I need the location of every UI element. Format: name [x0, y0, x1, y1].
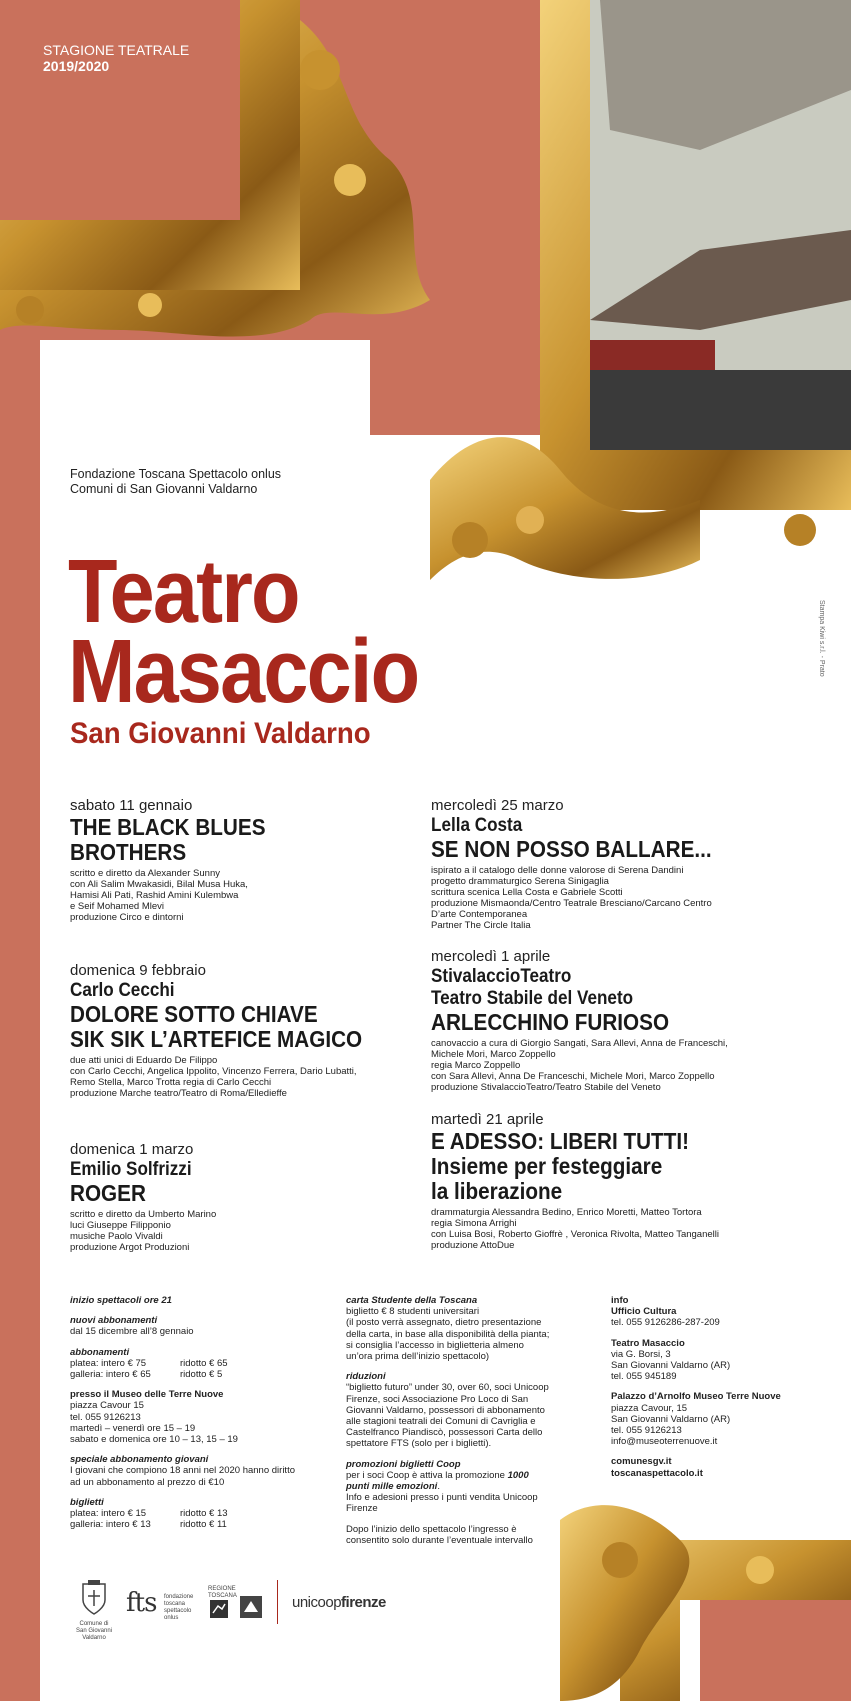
organizer-line: Comuni di San Giovanni Valdarno [70, 482, 258, 496]
card-heading: carta Studente della Toscana [346, 1295, 478, 1306]
event-show-line: DOLORE SOTTO CHIAVE [70, 1001, 318, 1027]
event-show-line: SIK SIK L’ARTEFICE MAGICO [70, 1026, 363, 1052]
coop-line: punti mille emozioni. [346, 1481, 440, 1493]
credit-line: scritto e diretto da Alexander Sunny [70, 868, 220, 879]
comune-crest-icon [79, 1580, 109, 1616]
card-line: si consiglia l’accesso in biglietteria almeno [346, 1339, 524, 1351]
young-subscription [70, 1454, 340, 1488]
credit-line: Remo Stella, Marco Trotta regia di Carlo Cecchi [70, 1077, 272, 1088]
card-line: un’ora prima dell’inizio spettacolo) [346, 1351, 490, 1363]
credit-line: con Sara Allevi, Anna De Franceschi, Michele Mori, Marco Zoppello [431, 1071, 715, 1082]
fts-mark: fts [126, 1588, 157, 1618]
reductions-line: Firenze, soci Associazione Pro Loco di San [346, 1393, 529, 1405]
palazzo-line: San Giovanni Valdarno (AR) [611, 1413, 731, 1425]
event-left-3 [70, 1141, 400, 1253]
coop-line: Firenze [346, 1503, 378, 1515]
unicoop-b: firenze [341, 1594, 386, 1611]
tickets [70, 1497, 340, 1531]
teatro-line: San Giovanni Valdarno (AR) [611, 1360, 731, 1372]
credit-line: regia Simona Arrighi [431, 1218, 517, 1229]
subs-price: galleria: intero € 65 [70, 1369, 151, 1381]
event-date: domenica 9 febbraio [70, 962, 206, 979]
subs-heading: abbonamenti [70, 1346, 130, 1358]
credit-line: produzione AttoDue [431, 1240, 515, 1251]
frame-rosette-4 [300, 50, 340, 90]
printer-credit: Stampa Kiwi s.r.l. - Prato [818, 600, 825, 677]
event-date: mercoledì 1 aprile [431, 948, 551, 965]
event-credits [431, 1038, 831, 1093]
event-show-line: E ADESSO: LIBERI TUTTI! [431, 1128, 689, 1154]
credit-line: con Luisa Bosi, Roberto Gioffrè , Veronica Rivolta, Matteo Tanganelli [431, 1229, 719, 1240]
museum-heading: presso il Museo delle Terre Nuove [70, 1389, 224, 1401]
partner-badge-icon [240, 1596, 262, 1618]
coop-line: Info e adesioni presso i punti vendita Unicoop [346, 1492, 538, 1504]
fts-line: spettacolo [164, 1608, 192, 1614]
reductions-line: Castelfranco Piandiscò, possessori Carta dello [346, 1427, 543, 1439]
new-subs-text: dal 15 dicembre all’8 gennaio [70, 1326, 194, 1338]
event-right-2 [431, 948, 831, 1093]
new-subs-heading: nuovi abbonamenti [70, 1315, 158, 1327]
event-show-line: ROGER [70, 1180, 146, 1206]
card-line: biglietto € 8 studenti universitari [346, 1306, 480, 1318]
contact-teatro [611, 1338, 841, 1383]
reductions-heading: riduzioni [346, 1371, 386, 1383]
season-header [43, 42, 189, 74]
reductions-line: spettatore FTS (solo per i biglietti). [346, 1438, 492, 1450]
palazzo-email[interactable]: info@museoterrenuove.it [611, 1436, 718, 1448]
info-column-3 [611, 1295, 841, 1488]
event-date: martedì 21 aprile [431, 1111, 544, 1128]
frame-rosette-9 [746, 1556, 774, 1584]
event-credits [70, 1055, 420, 1099]
office-tel: tel. 055 9126286-287-209 [611, 1317, 720, 1329]
credit-line: luci Giuseppe Filipponio [70, 1220, 171, 1231]
tickets-heading: biglietti [70, 1496, 104, 1508]
reductions-line: alle stagioni teatrali dei Comuni di Cavriglia e [346, 1416, 536, 1428]
credit-line: due atti unici di Eduardo De Filippo [70, 1055, 218, 1066]
late-entry-note [346, 1524, 596, 1546]
website-link[interactable]: toscanaspettacolo.it [611, 1467, 703, 1479]
teatro-heading: Teatro Masaccio [611, 1337, 685, 1349]
contact-office [611, 1295, 841, 1329]
tickets-row [70, 1519, 340, 1530]
comune-text [72, 1621, 116, 1642]
page-subtitle: San Giovanni Valdarno [70, 717, 371, 750]
event-date: sabato 11 gennaio [70, 797, 193, 814]
office-heading: Ufficio Cultura [611, 1306, 677, 1318]
teatro-line: tel. 055 945189 [611, 1371, 677, 1383]
regione-line: TOSCANA [208, 1593, 237, 1599]
museum-line: martedì – venerdì ore 15 – 19 [70, 1422, 196, 1434]
credit-line: scrittura scenica Lella Costa e Gabriele Scotti [431, 887, 623, 898]
fts-text [164, 1594, 193, 1622]
coop-emphasis: punti mille emozioni [346, 1481, 438, 1493]
young-line: I giovani che compiono 18 anni nel 2020 hanno diritto [70, 1465, 295, 1477]
frame-rosette-6 [16, 296, 44, 324]
credit-line: drammaturgia Alessandra Bedino, Enrico Moretti, Matteo Tortora [431, 1207, 702, 1218]
event-left-2 [70, 962, 420, 1099]
title-line-1: Teatro [68, 542, 299, 642]
ticket-price: platea: intero € 15 [70, 1508, 147, 1520]
info-heading: info [611, 1295, 629, 1306]
card-line: della carta, in base alla disponibilità della pianta; [346, 1328, 550, 1340]
info-column-2 [346, 1295, 596, 1555]
event-date: mercoledì 25 marzo [431, 797, 564, 814]
credit-line: Michele Mori, Marco Zoppello [431, 1049, 556, 1060]
credit-line: produzione Circo e dintorni [70, 912, 184, 923]
credit-line: progetto drammaturgico Serena Sinigaglia [431, 876, 609, 887]
credit-line: Hamisi Ali Pati, Rashid Amini Kulembwa [70, 890, 239, 901]
museum-line: piazza Cavour 15 [70, 1400, 144, 1412]
season-label: STAGIONE TEATRALE [43, 42, 190, 58]
event-artist: Carlo Cecchi [70, 980, 175, 1001]
page-title [68, 542, 419, 722]
credit-line: Partner The Circle Italia [431, 920, 531, 931]
coop-text: per i soci Coop è attiva la promozione [346, 1469, 505, 1481]
late-entry-line: consentito solo durante l’eventuale intervallo [346, 1534, 533, 1546]
ticket-reduced: ridotto € 13 [180, 1508, 228, 1520]
ticket-price: galleria: intero € 13 [70, 1519, 151, 1531]
coop-heading: promozioni biglietti Coop [346, 1458, 461, 1470]
event-left-1 [70, 797, 400, 923]
logo-divider [277, 1580, 278, 1624]
event-credits [70, 1209, 400, 1253]
subs-row [70, 1358, 340, 1369]
student-card [346, 1295, 596, 1362]
event-show-line: BROTHERS [70, 839, 187, 865]
credit-line: produzione Argot Produzioni [70, 1242, 190, 1253]
info-column-1 [70, 1295, 340, 1539]
credit-line: con Carlo Cecchi, Angelica Ippolito, Vincenzo Ferrera, Dario Lubatti, [70, 1066, 357, 1077]
credit-line: produzione Mismaonda/Centro Teatrale Bresciano/Carcano Centro [431, 898, 712, 909]
event-date: domenica 1 marzo [70, 1141, 194, 1158]
frame-rosette-8 [602, 1542, 638, 1578]
title-line-2: Masaccio [68, 622, 419, 722]
credit-line: con Ali Salim Mwakasidi, Bilal Musa Huka, [70, 879, 248, 890]
young-line: ad un abbonamento al prezzo di €10 [70, 1476, 225, 1488]
palazzo-line: tel. 055 9126213 [611, 1425, 682, 1437]
coop-line [346, 1470, 596, 1481]
event-artist: Teatro Stabile del Veneto [431, 988, 634, 1009]
logos-row [72, 1580, 412, 1640]
comune-line: Comune di [79, 1621, 109, 1627]
event-credits [431, 865, 831, 931]
palazzo-heading: Palazzo d’Arnolfo Museo Terre Nuove [611, 1391, 781, 1403]
organizer-line: Fondazione Toscana Spettacolo onlus [70, 467, 282, 481]
subs-price: platea: intero € 75 [70, 1357, 147, 1369]
museum-line: tel. 055 9126213 [70, 1411, 141, 1423]
reductions-line: Giovanni Valdarno, possessori di abbonamento [346, 1404, 545, 1416]
museum-line: sabato e domenica ore 10 – 13, 15 – 19 [70, 1434, 238, 1446]
contact-palazzo [611, 1391, 841, 1447]
websites [611, 1456, 841, 1478]
website-link[interactable]: comunesgv.it [611, 1456, 672, 1468]
event-show-line: la liberazione [431, 1178, 563, 1204]
subs-row [70, 1369, 340, 1380]
card-line: (il posto verrà assegnato, dietro presentazione [346, 1317, 542, 1329]
regione-line: REGIONE [208, 1586, 236, 1592]
theater-floor [585, 370, 851, 455]
event-show-line: THE BLACK BLUES [70, 814, 266, 840]
credit-line: produzione Marche teatro/Teatro di Roma/Elledieffe [70, 1088, 287, 1099]
event-show-line: Insieme per festeggiare [431, 1153, 663, 1179]
credit-line: regia Marco Zoppello [431, 1060, 521, 1071]
regione-pegasus-icon [210, 1600, 228, 1618]
theater-seats [585, 340, 715, 370]
ticket-reduced: ridotto € 11 [180, 1519, 227, 1531]
credit-line: musiche Paolo Vivaldi [70, 1231, 163, 1242]
credit-line: D’arte Contemporanea [431, 909, 528, 920]
fts-line: fondazione [164, 1594, 194, 1600]
reductions-line: “biglietto futuro” under 30, over 60, soci Unicoop [346, 1382, 549, 1394]
season-year: 2019/2020 [43, 58, 110, 74]
coop-promotions [346, 1459, 596, 1515]
logo-comune [72, 1580, 116, 1642]
logo-regione [208, 1586, 237, 1623]
comune-line: San Giovanni [75, 1628, 113, 1634]
subscriptions [70, 1347, 340, 1381]
logo-fts [126, 1588, 196, 1620]
frame-rosette-5 [334, 164, 366, 196]
event-artist: StivalaccioTeatro [431, 966, 572, 987]
start-time: inizio spettacoli ore 21 [70, 1295, 172, 1306]
tickets-row [70, 1508, 340, 1519]
subs-reduced: ridotto € 65 [180, 1357, 228, 1369]
frame-rosette-7 [138, 293, 162, 317]
event-artist: Lella Costa [431, 815, 523, 836]
event-show-line: ARLECCHINO FURIOSO [431, 1009, 670, 1035]
reductions [346, 1371, 596, 1449]
logo-unicoop [292, 1594, 386, 1611]
credit-line: produzione StivalaccioTeatro/Teatro Stabile del Veneto [431, 1082, 661, 1093]
new-subscriptions [70, 1315, 340, 1337]
credit-line: canovaccio a cura di Giorgio Sangati, Sara Allevi, Anna de Franceschi, [431, 1038, 728, 1049]
frame-rosette-1 [452, 522, 488, 558]
credit-line: scritto e diretto da Umberto Marino [70, 1209, 217, 1220]
event-credits [431, 1207, 831, 1251]
frame-rosette-2 [516, 506, 544, 534]
fts-line: onlus [164, 1615, 179, 1621]
teatro-line: via G. Borsi, 3 [611, 1348, 671, 1360]
event-credits [70, 868, 400, 923]
fts-line: toscana [164, 1601, 186, 1607]
gilded-frame-bottom-right [560, 1500, 851, 1701]
young-heading: speciale abbonamento giovani [70, 1454, 209, 1466]
palazzo-line: piazza Cavour, 15 [611, 1402, 688, 1414]
organizers [70, 467, 281, 497]
museum-box-office [70, 1389, 340, 1445]
coop-emphasis: 1000 [507, 1469, 529, 1481]
credit-line: ispirato a il catalogo delle donne valorose di Serena Dandini [431, 865, 684, 876]
subs-reduced: ridotto € 5 [180, 1369, 223, 1381]
unicoop-a: unicoop [292, 1594, 342, 1611]
event-show-line: SE NON POSSO BALLARE... [431, 836, 712, 862]
credit-line: e Seif Mohamed Mlevi [70, 901, 164, 912]
event-right-1 [431, 797, 831, 931]
frame-rosette-3 [784, 514, 816, 546]
late-entry-line: Dopo l’inizio dello spettacolo l’ingresso è [346, 1523, 517, 1535]
event-artist: Emilio Solfrizzi [70, 1159, 192, 1180]
gilded-frame-top-left [0, 0, 851, 600]
event-right-3 [431, 1111, 831, 1251]
comune-line: Valdarno [82, 1635, 106, 1641]
